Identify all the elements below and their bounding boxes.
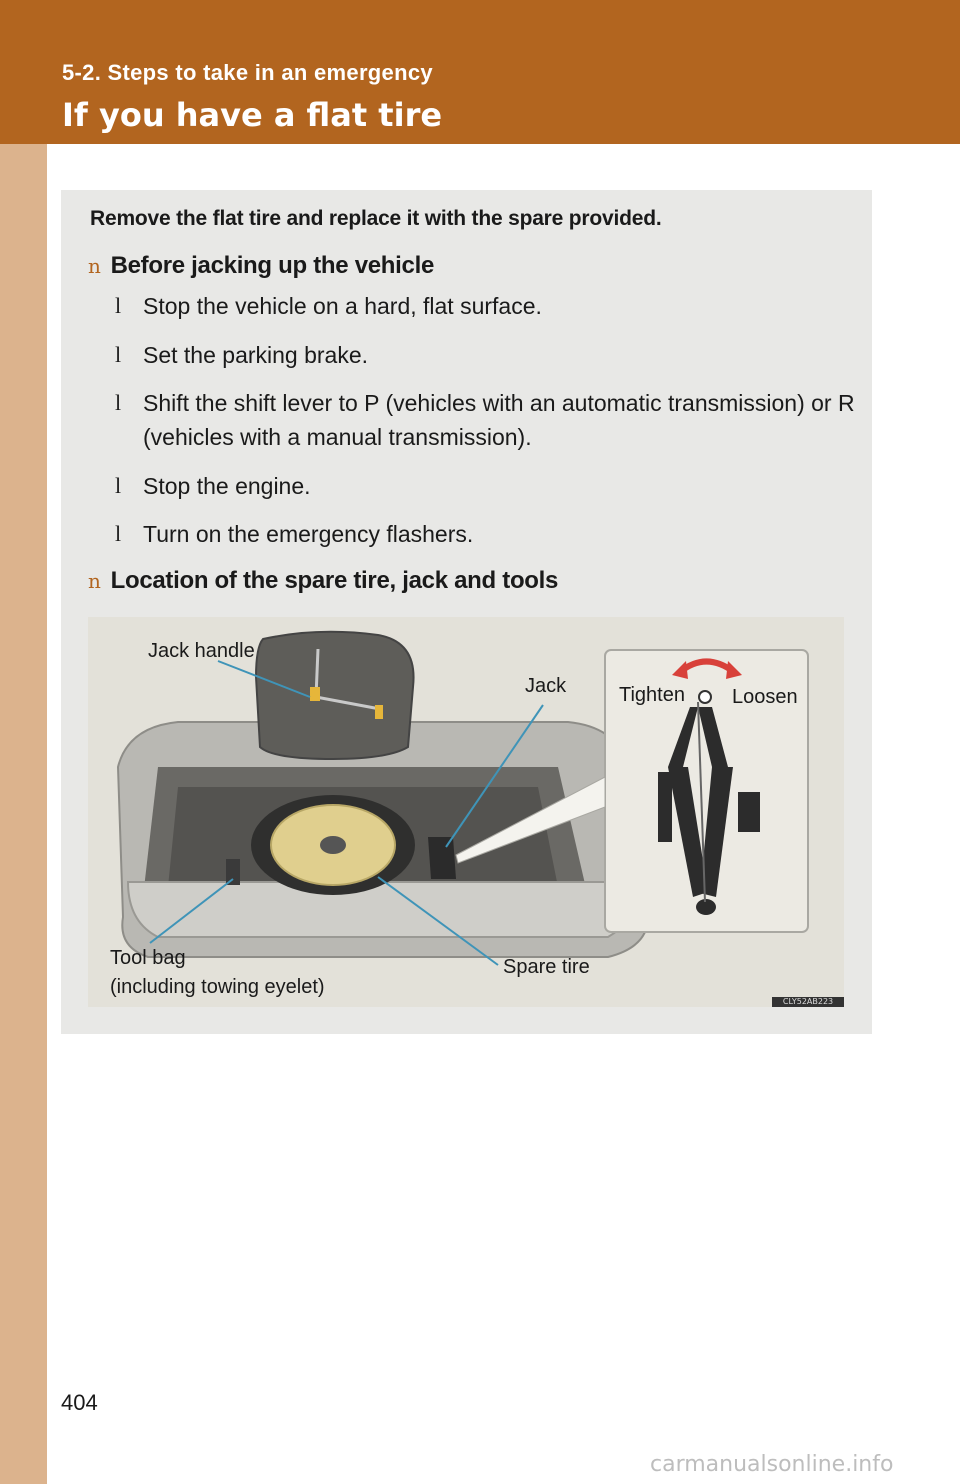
spare-tire-hub bbox=[320, 836, 346, 854]
heading-marker: n bbox=[88, 569, 101, 593]
heading-marker: n bbox=[88, 254, 101, 278]
step-bullet: l bbox=[115, 342, 122, 367]
page-number: 404 bbox=[61, 1390, 98, 1415]
trunk-jack bbox=[428, 837, 456, 879]
heading-text: Location of the spare tire, jack and tools bbox=[110, 567, 559, 594]
step-bullet: l bbox=[115, 473, 122, 498]
step-text: Stop the engine. bbox=[143, 473, 311, 499]
step-item bbox=[115, 338, 855, 372]
page-header bbox=[0, 0, 960, 144]
heading-location bbox=[88, 567, 558, 595]
label-tool-bag-line2: (including towing eyelet) bbox=[110, 976, 325, 998]
step-text: Shift the shift lever to P (vehicles with an automatic transmission) or R (vehicles with a manual transmission). bbox=[143, 390, 855, 450]
watermark: carmanualsonline.info bbox=[650, 1452, 894, 1477]
trunk-floor-board bbox=[256, 632, 414, 759]
label-loosen: Loosen bbox=[732, 686, 798, 708]
label-tool-bag bbox=[110, 944, 325, 1002]
section-label: 5-2. Steps to take in an emergency bbox=[62, 60, 433, 85]
jack-handle-grip bbox=[310, 687, 320, 701]
step-text: Stop the vehicle on a hard, flat surface. bbox=[143, 293, 542, 319]
step-item bbox=[115, 469, 855, 503]
tool-bag bbox=[226, 859, 240, 885]
step-item bbox=[115, 386, 855, 454]
label-spare-tire: Spare tire bbox=[503, 956, 590, 978]
jack-plate-left bbox=[658, 772, 672, 842]
jack-handle-end bbox=[375, 705, 383, 719]
trunk-illustration bbox=[88, 617, 844, 1007]
step-bullet: l bbox=[115, 521, 122, 546]
step-item bbox=[115, 517, 855, 551]
step-bullet: l bbox=[115, 390, 122, 415]
step-text: Set the parking brake. bbox=[143, 342, 369, 368]
jack-plate-right bbox=[738, 792, 760, 832]
step-bullet: l bbox=[115, 293, 122, 318]
page-title: If you have a flat tire bbox=[62, 96, 443, 134]
figure-code: CLY52AB223 bbox=[772, 997, 844, 1007]
label-tighten: Tighten bbox=[619, 684, 685, 706]
label-jack-handle: Jack handle bbox=[148, 640, 255, 662]
heading-text: Before jacking up the vehicle bbox=[110, 252, 434, 279]
jack-screw-eye bbox=[699, 691, 711, 703]
label-jack: Jack bbox=[525, 675, 567, 697]
step-item bbox=[115, 289, 855, 323]
step-text: Turn on the emergency flashers. bbox=[143, 521, 474, 547]
heading-before-jacking bbox=[88, 252, 434, 280]
label-tool-bag-line1: Tool bag bbox=[110, 947, 186, 969]
jack-base bbox=[696, 899, 716, 915]
rear-bumper bbox=[128, 882, 635, 937]
side-bar bbox=[0, 144, 47, 1484]
intro-text: Remove the flat tire and replace it with the spare provided. bbox=[90, 207, 662, 230]
